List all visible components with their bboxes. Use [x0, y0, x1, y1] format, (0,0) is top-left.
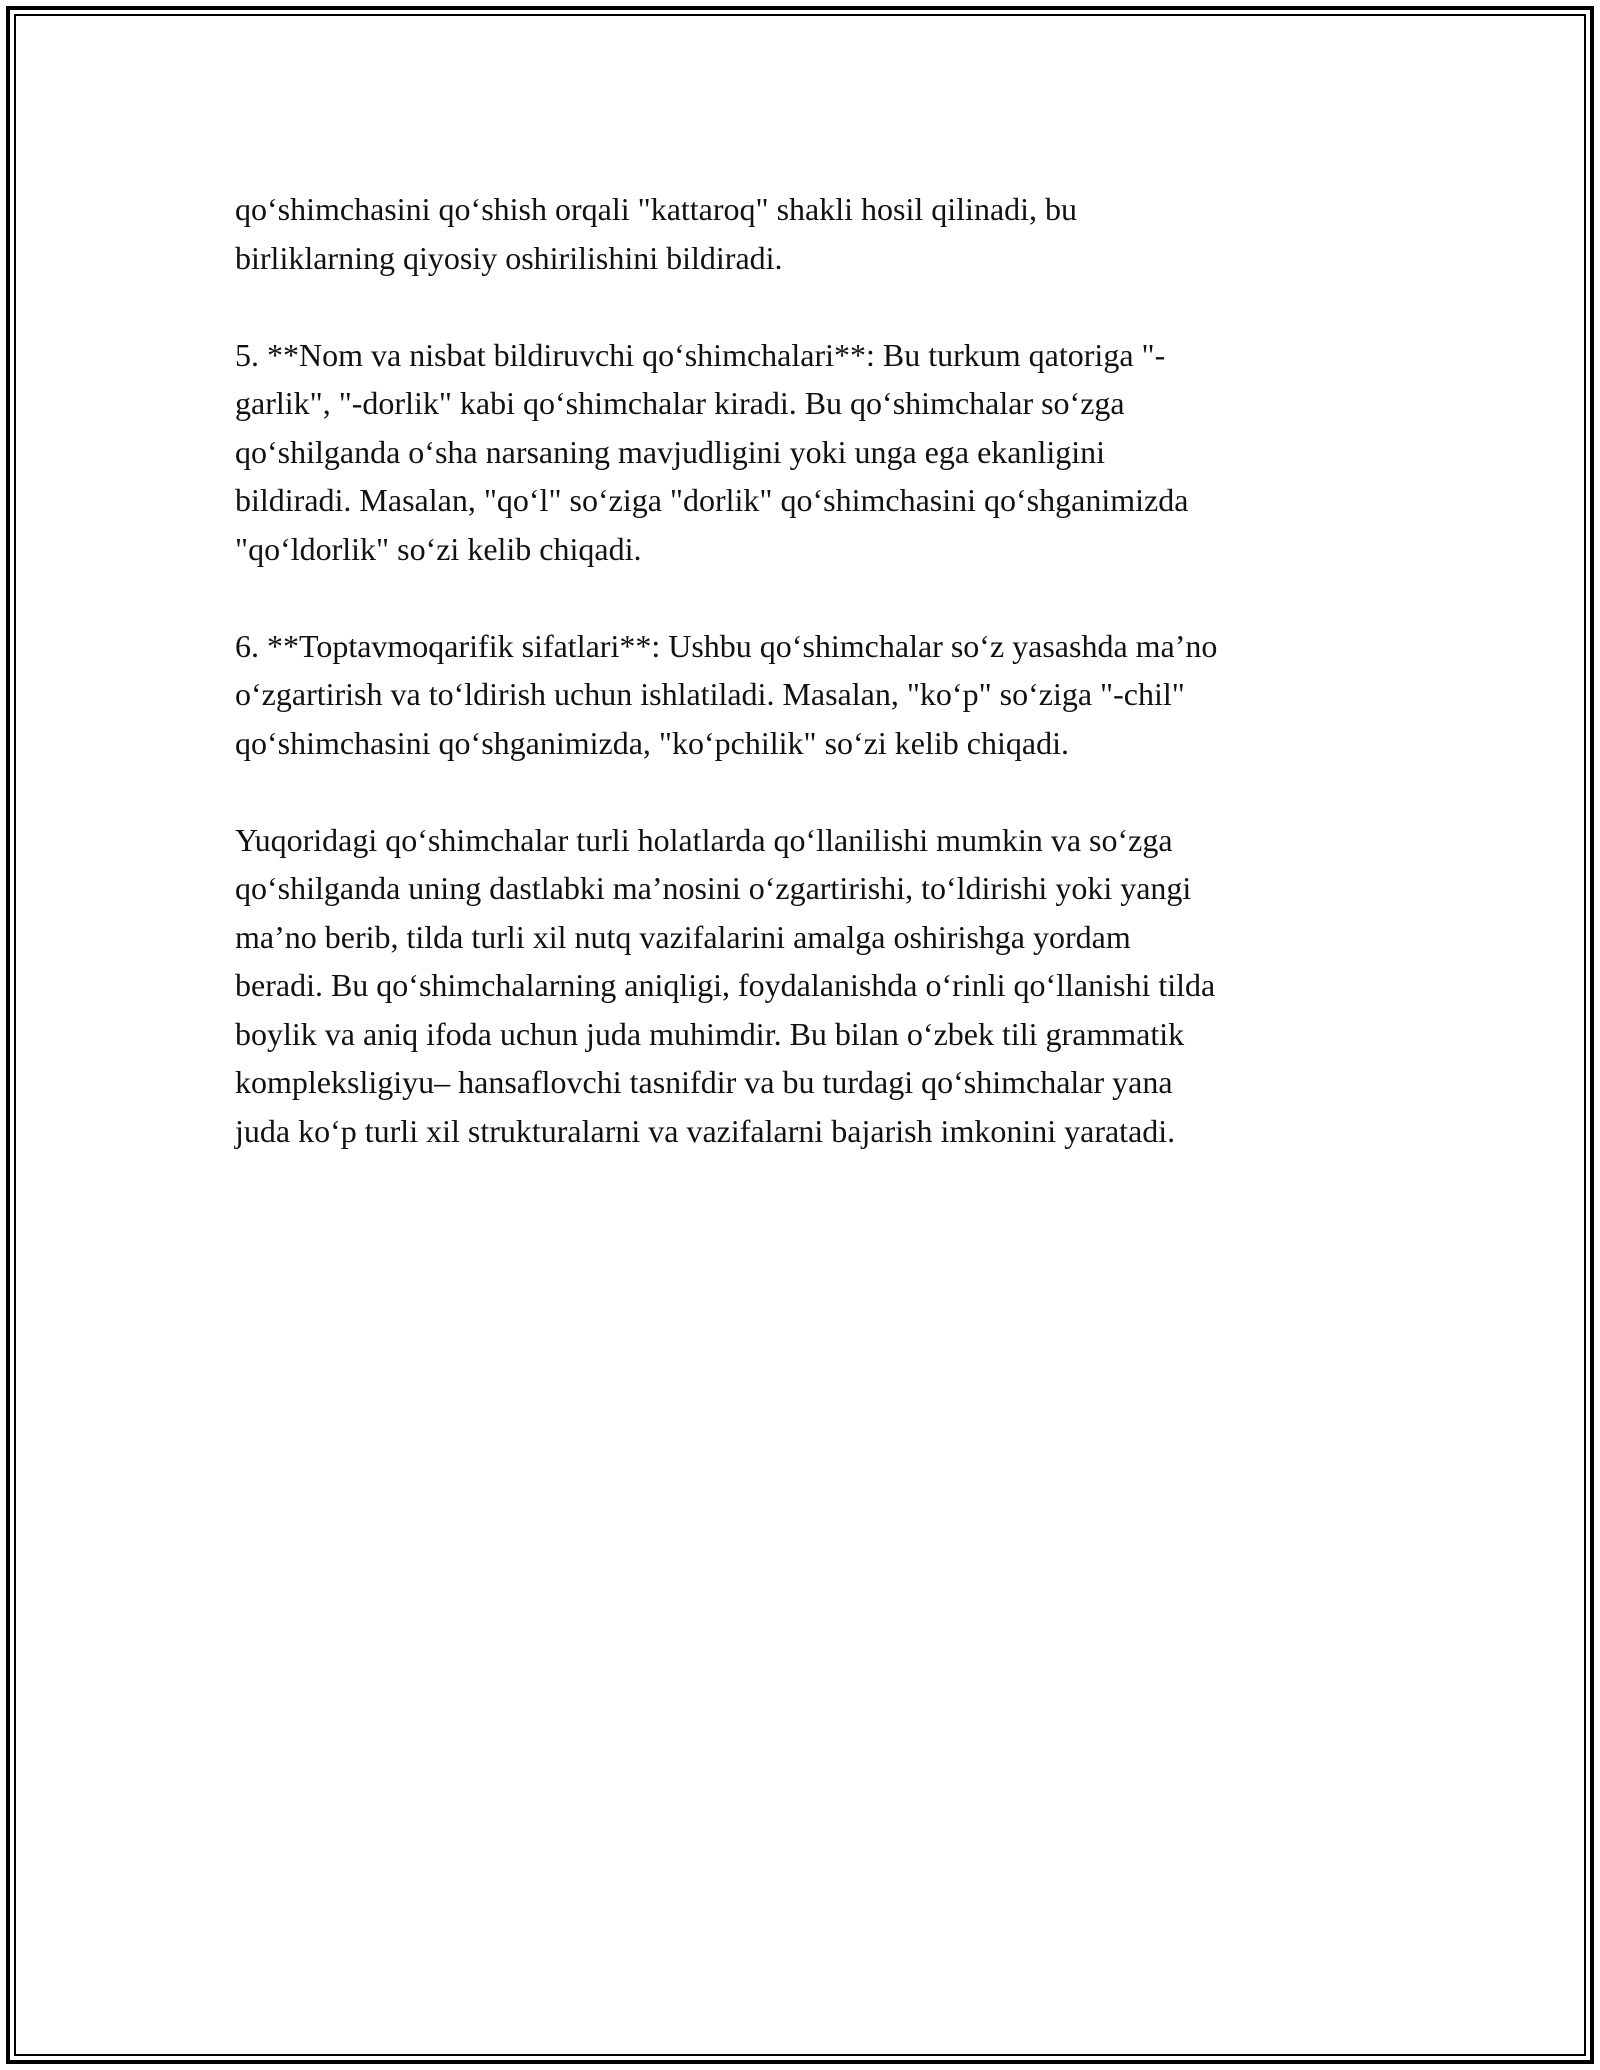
text-line: beradi. Bu qo‘shimchalarning aniqligi, foydalanishda o‘rinli qo‘llanishi tilda [235, 967, 1216, 1003]
text-line: Yuqoridagi qo‘shimchalar turli holatlarda qo‘llanilishi mumkin va so‘zga [235, 821, 1173, 858]
text-line: o‘zgartirish va to‘ldirish uchun ishlatiladi. Masalan, "ko‘p" so‘ziga "-chil" [235, 676, 1185, 712]
text-line: garlik", "-dorlik" kabi qo‘shimchalar kiradi. Bu qo‘shimchalar so‘zga [235, 385, 1125, 421]
paragraph-item-6 [235, 622, 1385, 768]
paragraph-continuation [235, 185, 1385, 282]
paragraph-conclusion [235, 816, 1385, 1156]
text-line: qo‘shilganda o‘sha narsaning mavjudligini yoki unga ega ekanligini [235, 433, 1106, 470]
text-line: juda ko‘p turli xil strukturalarni va vazifalarni bajarish imkonini yaratadi. [235, 1112, 1176, 1149]
text-line: qo‘shilganda uning dastlabki ma’nosini o‘zgartirishi, to‘ldirishi yoki yangi [235, 870, 1192, 906]
text-line: bildiradi. Masalan, "qo‘l" so‘ziga "dorlik" qo‘shimchasini qo‘shganimizda [235, 482, 1189, 518]
text-line: kompleksligiyu– hansaflovchi tasnifdir va bu turdagi qo‘shimchalar yana [235, 1064, 1173, 1100]
text-line: 5. **Nom va nisbat bildiruvchi qo‘shimchalari**: Bu turkum qatoriga "- [235, 336, 1166, 373]
text-line: qo‘shimchasini qo‘shganimizda, "ko‘pchilik" so‘zi kelib chiqadi. [235, 724, 1069, 761]
text-line: ma’no berib, tilda turli xil nutq vazifalarini amalga oshirishga yordam [235, 918, 1131, 955]
text-line: 6. **Toptavmoqarifik sifatlari**: Ushbu qo‘shimchalar so‘z yasashda ma’no [235, 627, 1218, 664]
text-line: "qo‘ldorlik" so‘zi kelib chiqadi. [235, 530, 642, 567]
text-line: qo‘shimchasini qo‘shish orqali "kattaroq" shakli hosil qilinadi, bu [235, 191, 1078, 227]
text-line: birliklarning qiyosiy oshirilishini bildiradi. [235, 239, 783, 276]
text-line: boylik va aniq ifoda uchun juda muhimdir. Bu bilan o‘zbek tili grammatik [235, 1015, 1185, 1052]
document-body [235, 185, 1385, 1204]
paragraph-item-5 [235, 331, 1385, 574]
